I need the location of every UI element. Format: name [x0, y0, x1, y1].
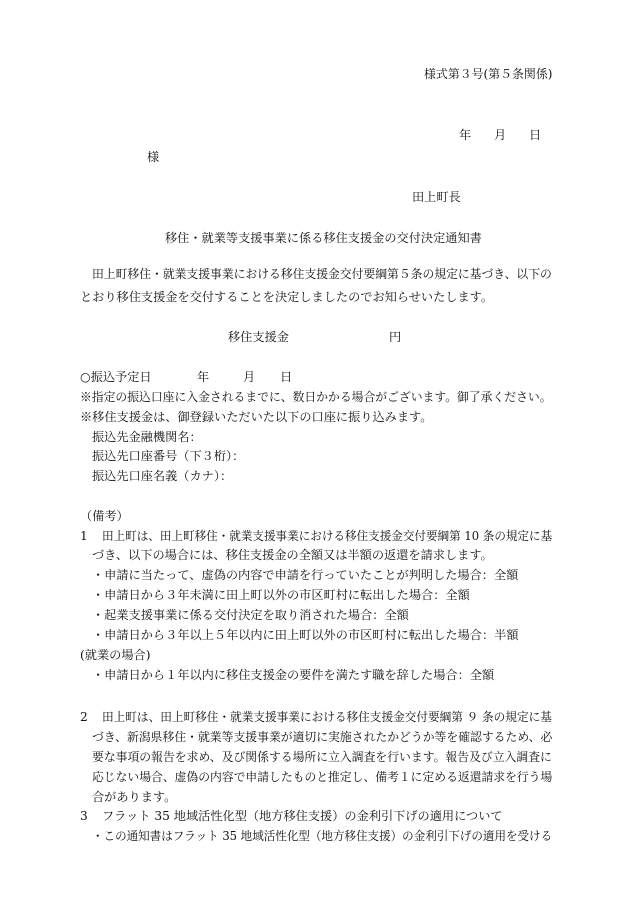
remark-2-number: 2	[80, 710, 88, 724]
date-day-label: 日	[529, 128, 542, 142]
date-year-label: 年	[459, 128, 472, 142]
remark-1-line-1: 田上町は、田上町移住・就業支援事業における移住支援金交付要綱第 10 条の規定に基	[102, 529, 553, 543]
remark-1-number: 1	[80, 529, 88, 543]
body-line-1: 田上町移住・就業支援事業における移住支援金交付要綱第５条の規定に基づき、以下の	[92, 267, 552, 281]
remark-1-bullet: ・申請日から３年未満に田上町以外の市区町村に転出した場合：全額	[92, 588, 470, 602]
body-line-2: とおり移住支援金を交付することを決定しましたのでお知らせいたします。	[80, 290, 494, 304]
remark-2-line-5: 合があります。	[92, 790, 177, 804]
transfer-month-label: 月	[243, 370, 256, 384]
bank-name-label: 振込先金融機関名：	[92, 430, 202, 444]
remark-1-line-2: づき、以下の場合には、移住支援金の全額又は半額の返還を請求します。	[92, 548, 493, 562]
remark-1-bullet: ・起業支援事業に係る交付決定を取り消された場合：全額	[92, 608, 409, 622]
remark-2-line-1: 田上町は、田上町移住・就業支援事業における移住支援金交付要綱第 ９ 条の規定に基	[102, 710, 552, 724]
remark-2-line-3: 要な事項の報告を求め、及び関係する場所に立入調査を行います。報告及び立入調査に	[92, 750, 552, 764]
employment-case-heading: (就業の場合)	[80, 648, 151, 662]
remark-3-line-1: フラット 35 地域活性化型（地方移住支援）の金利引下げの適用について	[102, 809, 503, 823]
remark-3-line-2: ・この通知書はフラット 35 地域活性化型（地方移住支援）の金利引下げの適用を受ける	[92, 829, 553, 843]
remark-1-bullet: ・申請日から３年以上５年以内に田上町以外の市区町村に転出した場合：半額	[92, 628, 519, 642]
amount-label: 移住支援金	[228, 330, 289, 344]
remark-1-bullet: ・申請に当たって、虚偽の内容で申請を行っていたことが判明した場合：全額	[92, 568, 519, 582]
transfer-date-label: ○振込予定日	[80, 370, 152, 384]
employment-case-bullet: ・申請日から１年以内に移住支援金の要件を満たす職を辞した場合：全額	[92, 668, 495, 682]
account-number-label: 振込先口座番号（下３桁）：	[92, 449, 245, 463]
account-holder-label: 振込先口座名義（カナ）：	[92, 469, 233, 483]
transfer-day-label: 日	[280, 370, 293, 384]
amount-unit: 円	[389, 330, 402, 344]
remark-3-number: 3	[80, 809, 88, 823]
addressee-suffix: 様	[147, 150, 160, 164]
transfer-year-label: 年	[197, 370, 210, 384]
remarks-heading: （備考）	[80, 509, 129, 523]
remark-2-line-4: 応じない場合、虚偽の内容で申請したものと推定し、備考１に定める返還請求を行う場	[92, 770, 553, 784]
document-title: 移住・就業等支援事業に係る移住支援金の交付決定通知書	[165, 231, 482, 245]
transfer-note-1: ※指定の振込口座に入金されるまでに、数日かかる場合がございます。御了承ください。	[80, 390, 552, 404]
date-month-label: 月	[494, 128, 507, 142]
form-number: 様式第３号(第５条関係)	[424, 67, 553, 81]
transfer-note-2: ※移住支援金は、御登録いただいた以下の口座に振り込みます。	[80, 410, 433, 424]
issuer-name: 田上町長	[412, 190, 461, 204]
remark-2-line-2: づき、新潟県移住・就業等支援事業が適切に実施されたかどうか等を確認するため、必	[92, 730, 553, 744]
